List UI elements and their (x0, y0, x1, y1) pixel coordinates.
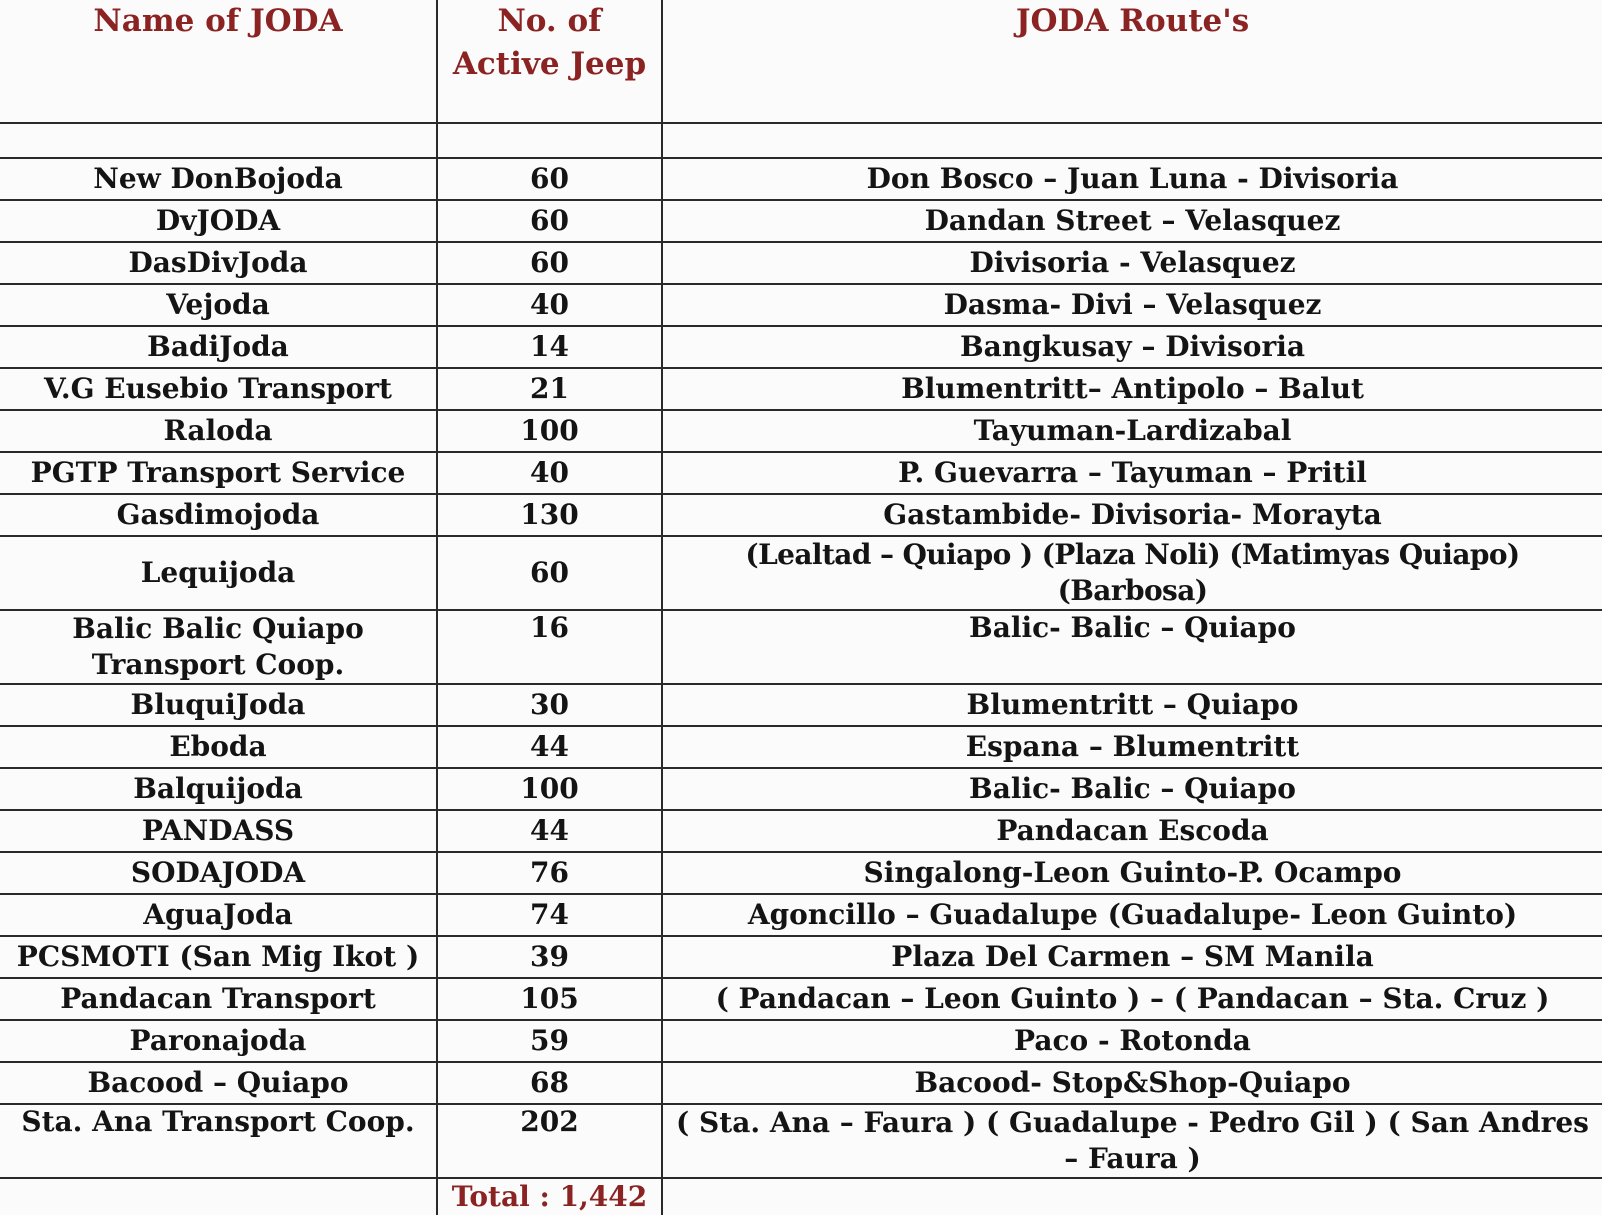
joda-name: PGTP Transport Service (0, 452, 437, 494)
table-row (0, 410, 1602, 452)
table-row (0, 494, 1602, 536)
joda-name: Pandacan Transport (0, 978, 437, 1020)
joda-name: PANDASS (0, 810, 437, 852)
joda-route: Paco - Rotonda (662, 1020, 1602, 1062)
table-row (0, 368, 1602, 410)
jeep-count: 60 (437, 536, 662, 610)
table-row (0, 978, 1602, 1020)
jeep-count: 60 (437, 242, 662, 284)
header-route: JODA Route's (662, 0, 1602, 123)
table-row (0, 610, 1602, 684)
table-row (0, 326, 1602, 368)
joda-name: DasDivJoda (0, 242, 437, 284)
jeep-count: 130 (437, 494, 662, 536)
jeep-count: 60 (437, 158, 662, 200)
total-row (0, 1178, 1602, 1215)
jeep-count: 39 (437, 936, 662, 978)
table-row (0, 158, 1602, 200)
joda-name: BluquiJoda (0, 684, 437, 726)
joda-name: PCSMOTI (San Mig Ikot ) (0, 936, 437, 978)
joda-route: Bacood- Stop&Shop-Quiapo (662, 1062, 1602, 1104)
table-row (0, 242, 1602, 284)
joda-route: Gastambide- Divisoria- Morayta (662, 494, 1602, 536)
joda-name: Raloda (0, 410, 437, 452)
joda-name: New DonBojoda (0, 158, 437, 200)
joda-name: Eboda (0, 726, 437, 768)
jeep-count: 105 (437, 978, 662, 1020)
joda-route: Blumentritt– Antipolo – Balut (662, 368, 1602, 410)
jeep-count: 100 (437, 768, 662, 810)
table-row (0, 810, 1602, 852)
total-count: Total : 1,442 (437, 1178, 662, 1215)
joda-name: Gasdimojoda (0, 494, 437, 536)
table-row (0, 936, 1602, 978)
joda-name: Bacood – Quiapo (0, 1062, 437, 1104)
table-row (0, 852, 1602, 894)
jeep-count: 44 (437, 810, 662, 852)
joda-route: Bangkusay – Divisoria (662, 326, 1602, 368)
table-row (0, 536, 1602, 610)
spacer-row (0, 123, 1602, 158)
joda-name: Vejoda (0, 284, 437, 326)
joda-route: Espana – Blumentritt (662, 726, 1602, 768)
jeep-count: 40 (437, 452, 662, 494)
table-row (0, 452, 1602, 494)
jeep-count: 60 (437, 200, 662, 242)
joda-name: AguaJoda (0, 894, 437, 936)
joda-name: Balquijoda (0, 768, 437, 810)
table-row (0, 894, 1602, 936)
header-count: No. of Active Jeep (437, 0, 662, 123)
joda-name: Balic Balic Quiapo Transport Coop. (0, 610, 437, 684)
jeep-count: 68 (437, 1062, 662, 1104)
joda-route: ( Sta. Ana – Faura ) ( Guadalupe - Pedro Gil ) ( San Andres – Faura ) (662, 1104, 1602, 1178)
joda-name: BadiJoda (0, 326, 437, 368)
joda-route: ( Pandacan – Leon Guinto ) – ( Pandacan – Sta. Cruz ) (662, 978, 1602, 1020)
header-row (0, 0, 1602, 123)
joda-route: Balic- Balic – Quiapo (662, 768, 1602, 810)
table-row (0, 284, 1602, 326)
joda-name: DvJODA (0, 200, 437, 242)
jeep-count: 30 (437, 684, 662, 726)
table-row (0, 1020, 1602, 1062)
joda-route: Don Bosco – Juan Luna - Divisoria (662, 158, 1602, 200)
table-row (0, 726, 1602, 768)
table-row (0, 1104, 1602, 1178)
jeep-count: 16 (437, 610, 662, 684)
joda-route: Tayuman-Lardizabal (662, 410, 1602, 452)
jeep-count: 21 (437, 368, 662, 410)
joda-route: Dandan Street – Velasquez (662, 200, 1602, 242)
jeep-count: 100 (437, 410, 662, 452)
jeep-count: 74 (437, 894, 662, 936)
joda-route: Blumentritt – Quiapo (662, 684, 1602, 726)
joda-route: Dasma- Divi – Velasquez (662, 284, 1602, 326)
jeep-count: 59 (437, 1020, 662, 1062)
jeep-count: 44 (437, 726, 662, 768)
jeep-count: 14 (437, 326, 662, 368)
jeep-count: 40 (437, 284, 662, 326)
table-row (0, 200, 1602, 242)
joda-route: Plaza Del Carmen – SM Manila (662, 936, 1602, 978)
joda-name: Lequijoda (0, 536, 437, 610)
table-row (0, 1062, 1602, 1104)
joda-name: SODAJODA (0, 852, 437, 894)
header-name: Name of JODA (0, 0, 437, 123)
joda-name: V.G Eusebio Transport (0, 368, 437, 410)
jeep-count: 76 (437, 852, 662, 894)
joda-name: Paronajoda (0, 1020, 437, 1062)
joda-route: (Lealtad – Quiapo ) (Plaza Noli) (Matimyas Quiapo) (Barbosa) (662, 536, 1602, 610)
table-row (0, 684, 1602, 726)
joda-route: Divisoria - Velasquez (662, 242, 1602, 284)
table-row (0, 768, 1602, 810)
jeep-count: 202 (437, 1104, 662, 1178)
joda-route: Singalong-Leon Guinto-P. Ocampo (662, 852, 1602, 894)
joda-route: P. Guevarra – Tayuman – Pritil (662, 452, 1602, 494)
joda-route: Agoncillo – Guadalupe (Guadalupe- Leon Guinto) (662, 894, 1602, 936)
joda-route: Pandacan Escoda (662, 810, 1602, 852)
joda-route: Balic- Balic – Quiapo (662, 610, 1602, 684)
joda-name: Sta. Ana Transport Coop. (0, 1104, 437, 1178)
